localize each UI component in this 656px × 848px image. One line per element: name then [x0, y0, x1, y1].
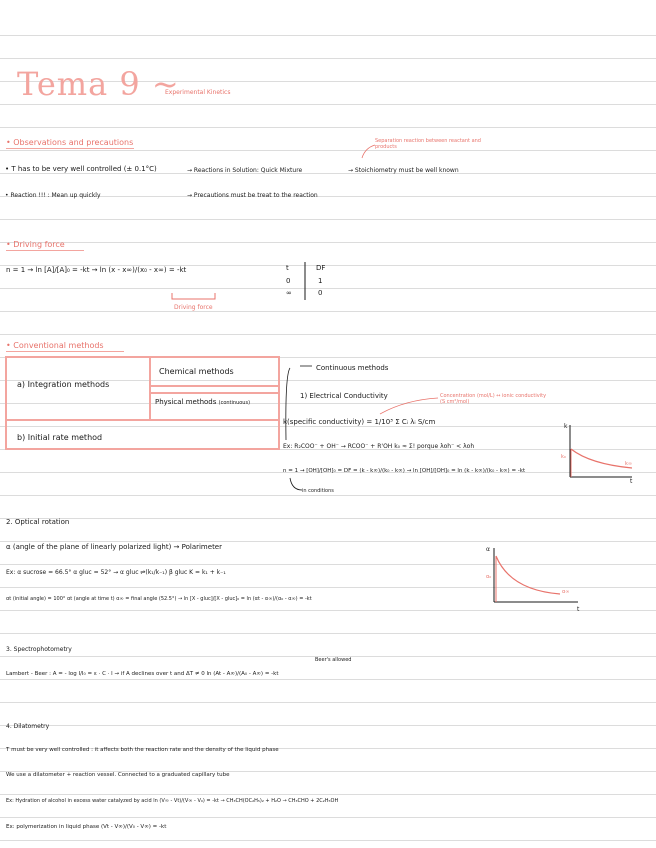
- concentration-note: Concentration (mol/L) ↔ ionic conductivity (S cm²/mol): [440, 393, 547, 405]
- dilatometry-line: We use a dilatometer + reaction vessel. Connected to a graduated capillary tube: [6, 772, 230, 778]
- conductivity-rate-equation: n = 1 → [OH]/[OH]₀ = DF = (k - k∞)/(k₀ - k∞) → ln [OH]/[OH]₀ = ln (k - k∞)/(k₀ - k∞) = -kt: [283, 468, 526, 474]
- section-dilatometry-heading: 4. Dilatometry: [6, 723, 50, 730]
- driving-force-equation: n = 1 → ln [A]/[A]₀ = -kt → ln (x - x∞)/(x₀ - x∞) = -kt: [6, 266, 187, 274]
- conductivity-label: 1) Electrical Conductivity: [300, 392, 388, 400]
- graph2-a0-label: α₀: [486, 574, 492, 580]
- initial-rate-method-label: b) Initial rate method: [17, 433, 103, 442]
- physical-methods-text: Physical methods: [155, 398, 217, 406]
- continuous-bracket: [286, 368, 290, 440]
- optical-line: αt (initial angle) = 100° αt (angle at time t) α∞ = final angle (52.5°) → ln [X - gluc]/[X - gluc]₀ = ln (αt - α∞)/(α₀ - α∞) = -kt: [6, 596, 312, 602]
- continuous-methods-label: Continuous methods: [316, 364, 389, 372]
- driving-force-bracket: [172, 293, 215, 299]
- section-heading-text: • Observations and precautions: [6, 138, 134, 147]
- dilatometry-line: Ex: Hydration of alcohol in excess water catalyzed by acid ln (V∞ - Vt)/(V∞ - V₀) = -kt → CH₃CH(OC₂H₅)₂ + H₂O → CH₃CHO + 2C₂H₅OH: [6, 798, 339, 804]
- section-heading-text: • Conventional methods: [6, 341, 104, 350]
- page-title: Tema 9 ~: [17, 65, 180, 103]
- df-table-header-t: t: [286, 264, 289, 272]
- graph2-decay-curve: [496, 556, 560, 594]
- dilatometry-line: T must be very well controlled : it affects both the reaction rate and the density of the liquid phase: [6, 747, 279, 753]
- graph1-decay-curve: [571, 449, 632, 468]
- optical-line: Ex: α sucrose = 66.5° α gluc = 52° → α gluc ⇌(k₁/k₋₁) β gluc K = k₁ + k₋₁: [6, 569, 226, 576]
- graph2-x-label: t: [577, 606, 580, 613]
- dilatometry-line: Ex: polymerization in liquid phase (Vt - V∞)/(V₀ - V∞) = -kt: [6, 824, 167, 830]
- concentration-arrow: [380, 398, 438, 414]
- physical-methods-note: (continuous): [218, 400, 251, 406]
- graph2-y-label: α: [486, 546, 490, 553]
- section-spectro-heading: 3. Spectrophotometry: [6, 646, 72, 653]
- observation-item: • T has to be very well controlled (± 0.1°C): [5, 165, 157, 173]
- df-table-cell: 1: [318, 277, 323, 285]
- df-table-cell: 0: [318, 289, 323, 297]
- driving-force-label: Driving force: [174, 304, 213, 311]
- optical-line: α (angle of the plane of linearly polarized light) → Polarimeter: [6, 543, 222, 551]
- observation-item: → Reactions in Solution: Quick Mixture: [187, 167, 303, 174]
- note-arrow: [362, 145, 375, 158]
- graph1-k0-label: k₀: [561, 454, 566, 460]
- df-table-header-df: DF: [316, 264, 326, 272]
- section-heading-text: • Driving force: [6, 240, 65, 249]
- specific-conductivity-equation: k(specific conductivity) = 1/10³ Σ Cᵢ λᵢ S/cm: [283, 418, 436, 426]
- observation-item: • Reaction !!! : Mean up quickly: [5, 192, 101, 199]
- graph2-ainf-label: α∞: [562, 589, 570, 595]
- graph1-x-label: t: [630, 478, 633, 485]
- page-subtitle: Experimental Kinetics: [165, 89, 231, 96]
- graph1-y-label: k: [564, 423, 568, 430]
- df-table-cell: ∞: [286, 289, 292, 297]
- spectro-equation: Lambert - Beer : A = - log I/I₀ = ε · C · l → if A declines over t and ΔT ≠ 0 ln (At - A∞)/(A₀ - A∞) = -kt: [6, 671, 279, 677]
- df-table-cell: 0: [286, 277, 291, 285]
- conditions-arrow: [290, 478, 302, 490]
- integration-methods-label: a) Integration methods: [17, 380, 110, 389]
- chemical-methods-label: Chemical methods: [159, 367, 234, 376]
- observation-item: → Precautions must be treat to the reaction: [187, 192, 318, 199]
- observation-item: → Stoichiometry must be well known: [348, 167, 459, 174]
- separation-note: Separation reaction between reactant and products: [375, 138, 481, 150]
- graph1-kinf-label: k∞: [625, 461, 633, 467]
- spectro-note: Beer's allowed: [315, 657, 352, 663]
- conductivity-example: Ex: R₂COO⁻ + OH⁻ → RCOO⁻ + R'OH k₀ ≈ Σ! porque λoh⁻ < λoh: [283, 443, 475, 450]
- section-optical-heading: 2. Optical rotation: [6, 518, 70, 526]
- conditions-annotation: in conditions: [302, 488, 334, 494]
